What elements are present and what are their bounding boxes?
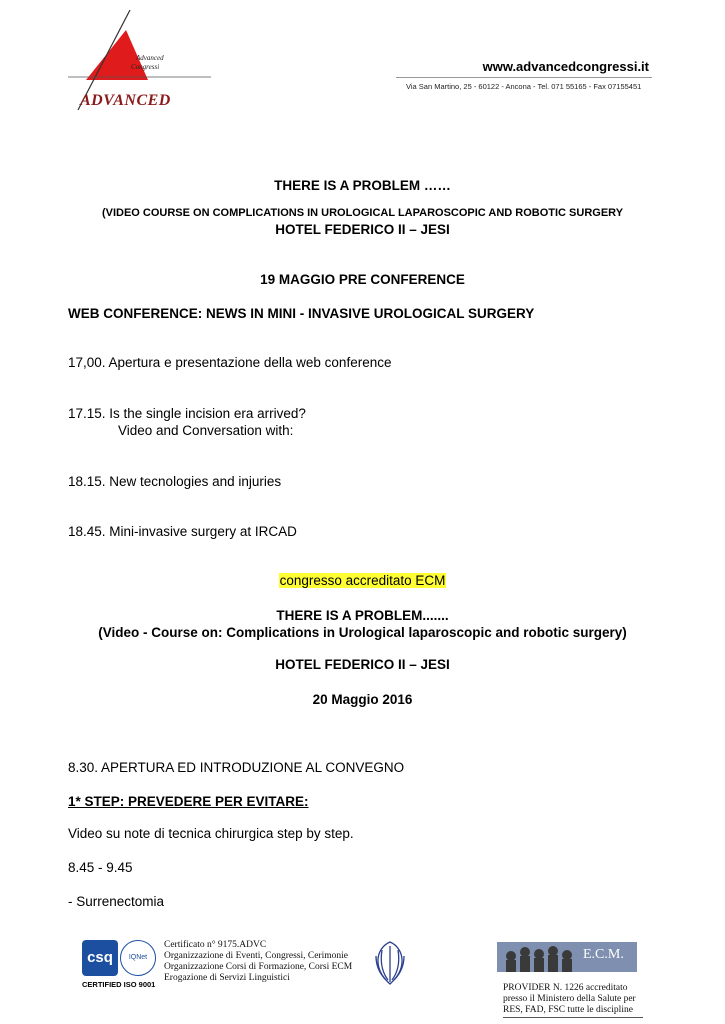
company-address: Via San Martino, 25 - 60122 - Ancona - Tel. 071 55165 - Fax 07155451	[406, 82, 642, 91]
program1-item: 17,00. Apertura e presentazione della web conference	[68, 355, 392, 370]
header-divider	[396, 77, 652, 78]
iqnet-logo: IQNet	[120, 940, 156, 976]
block2-subtitle: (Video - Course on: Complications in Urological laparoscopic and robotic surgery)	[98, 625, 627, 640]
program2-opening: 8.30. APERTURA ED INTRODUZIONE AL CONVEGNO	[68, 760, 405, 775]
ecm-accredited-badge: congresso accreditato ECM	[279, 573, 446, 588]
provider-divider	[503, 1017, 643, 1018]
certificate-line: Organizzazione Corsi di Formazione, Corsi ECM	[164, 962, 353, 972]
confindustria-logo	[366, 938, 414, 988]
ecm-logo-text: E.C.M.	[583, 947, 624, 962]
program2-video: Video su note di tecnica chirurgica step by step.	[68, 826, 354, 841]
ecm-logo	[497, 938, 637, 976]
block1-venue: HOTEL FEDERICO II – JESI	[275, 222, 450, 237]
certificate-line: Organizzazione di Eventi, Congressi, Cerimonie	[164, 951, 348, 961]
confindustria-icon	[366, 938, 414, 988]
block2-venue: HOTEL FEDERICO II – JESI	[275, 657, 450, 672]
program2-item: - Surrenectomia	[68, 894, 165, 909]
block1-subtitle: (VIDEO COURSE ON COMPLICATIONS IN UROLOGICAL LAPAROSCOPIC AND ROBOTIC SURGERY	[101, 207, 624, 219]
website-link[interactable]: www.advancedcongressi.it	[482, 59, 649, 74]
provider-line: PROVIDER N. 1226 accreditato	[503, 983, 628, 993]
block1-title: THERE IS A PROBLEM ……	[274, 178, 451, 193]
certificate-line: Erogazione di Servizi Linguistici	[164, 973, 290, 983]
provider-text	[503, 983, 636, 1016]
web-conference-heading: WEB CONFERENCE: NEWS IN MINI - INVASIVE UROLOGICAL SURGERY	[68, 306, 535, 321]
logo-inner-text-2: Congressi	[131, 63, 160, 71]
block2-title: THERE IS A PROBLEM.......	[276, 608, 449, 623]
block2-date: 20 Maggio 2016	[312, 692, 413, 707]
iso-certified-label: CERTIFIED ISO 9001	[82, 980, 156, 989]
block1-date: 19 MAGGIO PRE CONFERENCE	[260, 272, 465, 287]
program1-item: 17.15. Is the single incision era arrived?	[68, 406, 306, 421]
program1-item: 18.45. Mini-invasive surgery at IRCAD	[68, 524, 297, 539]
certificate-line: Certificato n° 9175.ADVC	[164, 940, 267, 950]
program2-step-heading: 1* STEP: PREVEDERE PER EVITARE:	[68, 794, 309, 809]
program2-time: 8.45 - 9.45	[68, 860, 133, 875]
provider-line: presso il Ministero della Salute per	[503, 994, 636, 1004]
logo-wordmark: ADVANCED	[80, 92, 171, 109]
certificate-text	[164, 940, 352, 984]
company-logo	[68, 10, 213, 110]
provider-line: RES, FAD, FSC tutte le discipline	[503, 1005, 633, 1015]
logo-inner-text: Advanced	[136, 54, 164, 62]
csq-certification-logo	[82, 938, 160, 990]
csq-logo: csq	[82, 940, 118, 976]
program1-item: 18.15. New tecnologies and injuries	[68, 474, 282, 489]
program1-item: Video and Conversation with:	[118, 423, 294, 438]
